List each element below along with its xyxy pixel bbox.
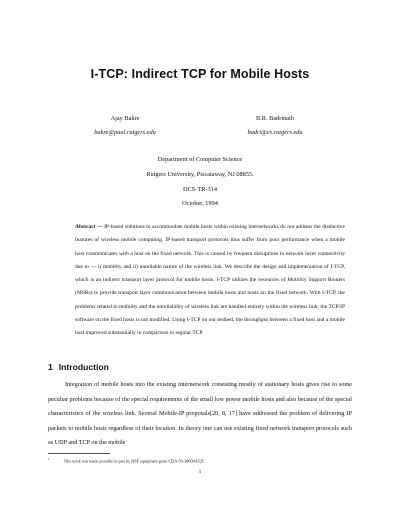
section-title: Introduction <box>58 362 109 372</box>
author-email: badri@cs.rutgers.edu <box>247 129 303 136</box>
author-block-2 <box>205 112 345 140</box>
abstract-label: Abstract — <box>75 224 103 230</box>
footnote-marker: 1 <box>48 457 50 461</box>
footnote <box>48 456 348 464</box>
author-block-1 <box>55 112 195 140</box>
footnote-rule <box>48 453 110 454</box>
footnote-text: This work was made possible in part by NSF equipment grant CDA-93-20000-EQT. <box>63 458 205 464</box>
author-email: bakre@paul.rutgers.edu <box>94 129 156 136</box>
paper-title: I-TCP: Indirect TCP for Mobile Hosts <box>90 67 310 81</box>
university: Rutgers University, Piscataway, NJ 08855. <box>146 170 254 178</box>
department: Department of Computer Science <box>157 156 243 163</box>
section-heading <box>48 362 109 372</box>
report-date: October, 1994 <box>182 200 218 208</box>
report-number: DCS-TR-314 <box>183 185 217 193</box>
section-number: 1 <box>48 362 53 372</box>
section-body <box>48 378 352 451</box>
author-name: B.R. Badrinath <box>256 115 294 122</box>
abstract-text: IP-based solutions to accommodate mobile hosts within existing internetworks do not address the distinctive features of wireless mobile computing. IP-based transport protocols thus suffer from poor performance when a mobile host communicates with a host on the fixed network. This is caused by frequent disruptions in network layer connectivity due to — i) mobility and ii) unreliable nature of the wireless link. We describe the design and implementation of I-TCP, which is an indirect transport layer protocol for mobile hosts. I-TCP utilizes the resources of Mobility Support Routers (MSRs) to provide transport layer communication between mobile hosts and hosts on the fixed network. With I-TCP, the problems related to mobility and the unreliability of wireless link are handled entirely within the wireless link; the TCP/IP software on the fixed hosts is not modified. Using I-TCP on our testbed, the throughput between a fixed host and a mobile host improved substantially in comparison to regular TCP. <box>75 224 345 337</box>
affiliation-block <box>0 153 400 212</box>
abstract <box>75 221 345 341</box>
body-paragraph: Integration of mobile hosts into the existing internetwork consisting mostly of stationary hosts gives rise to some peculiar problems because of the special requirements of the small low power mobile hosts and also because of the special characteristics of the wireless link. Several Mobile-IP proposals[20, 8, 17] have addressed the problem of delivering IP packets to mobile hosts regardless of their location. In theory one can use existing fixed network transport protocols such as UDP and TCP on the mobile <box>48 381 352 447</box>
author-name: Ajay Bakre <box>110 115 140 122</box>
page-number: 1 <box>198 469 202 475</box>
